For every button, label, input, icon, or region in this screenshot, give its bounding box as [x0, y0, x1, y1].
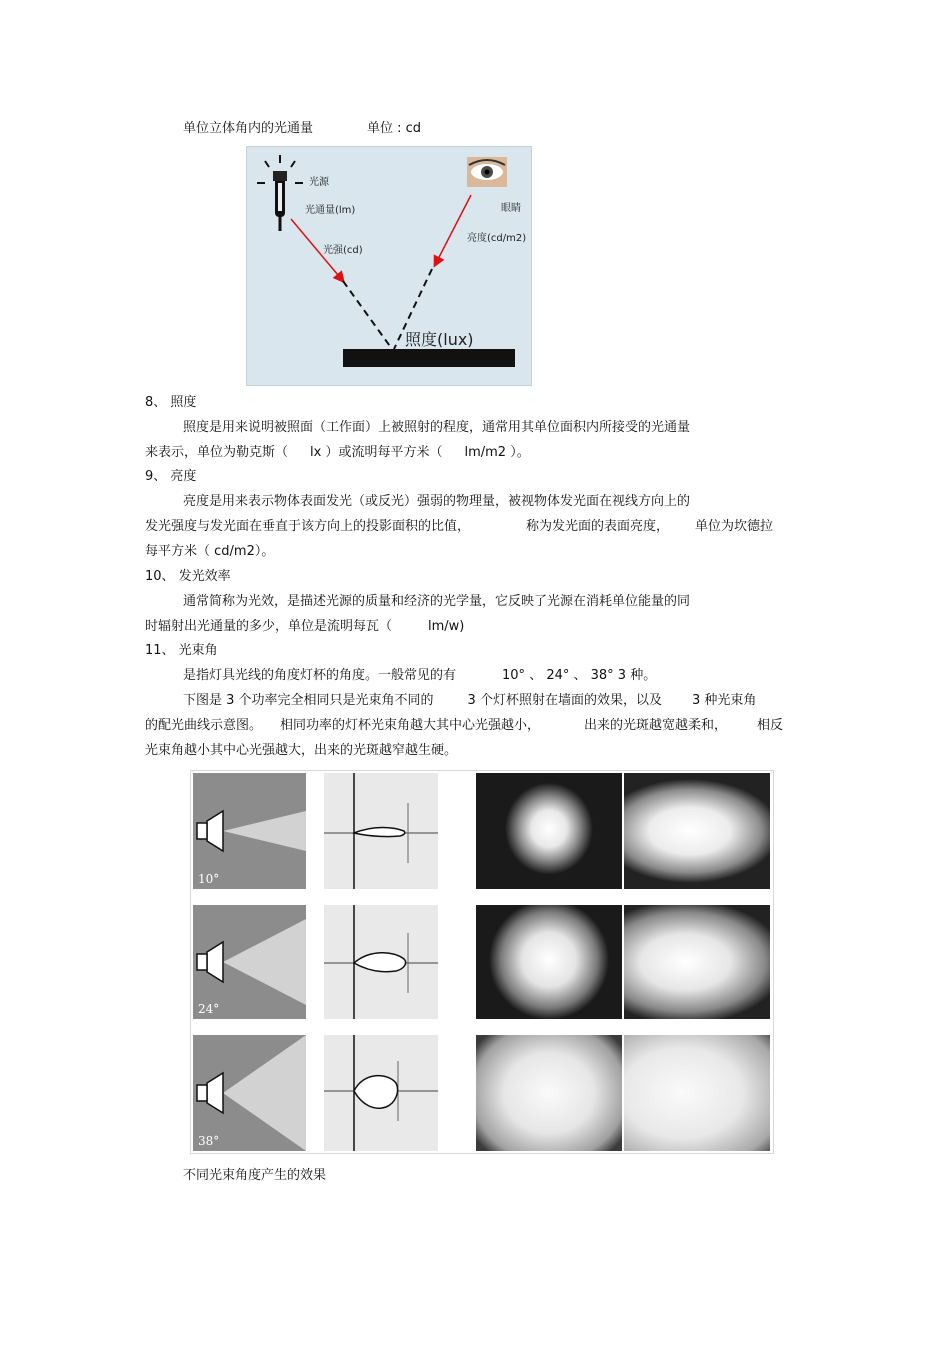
section-9-para-1: 亮度是用来表示物体表面发光（或反光）强弱的物理量，被视物体发光面在视线方向上的 [183, 494, 691, 509]
section-8-para-1: 照度是用来说明被照面（工作面）上被照射的程度，通常用其单位面积内所接受的光通量 [183, 420, 691, 435]
section-11-para-4: 光束角越小其中心光强越大，出来的光斑越窄越生硬。 [145, 743, 458, 758]
photometric-diagram [246, 146, 532, 386]
unit-description-line [183, 119, 421, 139]
text-span: 3 个灯杯照射在墙面的效果，以及 [467, 693, 662, 708]
distribution-curve-38 [324, 1035, 438, 1151]
text-span: 相反 [757, 718, 784, 733]
unit-cd: 单位 : cd [367, 121, 422, 136]
text-span: 称为发光面的表面亮度， [526, 519, 670, 534]
illuminated-surface [343, 349, 515, 367]
distribution-curve-10 [324, 773, 438, 889]
text-span: 相同功率的灯杯光束角越大其中心光强越小， [280, 718, 541, 733]
section-11-para-2 [183, 691, 756, 711]
wall-spot-10-angled [624, 773, 770, 889]
text-span: 10° 、 24° 、 38° 3 种。 [502, 668, 657, 683]
text-span: 的配光曲线示意图。 [145, 718, 263, 733]
lamp-beam-38 [193, 1035, 306, 1151]
polar-curve-icon [324, 1035, 438, 1151]
figure-caption: 不同光束角度产生的效果 [183, 1168, 327, 1183]
wall-spot-24-front [476, 905, 622, 1019]
label-luminous-intensity: 光强(cd) [323, 245, 363, 256]
distribution-curve-24 [324, 905, 438, 1019]
diagram-drawing [247, 147, 531, 385]
text-span: 下图是 3 个功率完全相同只是光束角不同的 [183, 693, 434, 708]
angle-label: 38° [198, 1134, 220, 1148]
wall-spot-10-front [476, 773, 622, 889]
section-8-para-2 [145, 443, 530, 463]
luminous-intensity-definition: 单位立体角内的光通量 [183, 121, 314, 136]
light-bulb-icon [257, 155, 303, 231]
label-luminous-flux: 光通量(lm) [305, 205, 356, 216]
angle-label: 10° [198, 872, 220, 886]
text-span: lm/w) [428, 619, 465, 634]
wall-spot-38-angled [624, 1035, 770, 1151]
section-10-heading: 10、 发光效率 [145, 569, 231, 584]
label-luminance: 亮度(cd/m2) [467, 233, 527, 244]
section-10-para-1: 通常简称为光效，是描述光源的质量和经济的光学量，它反映了光源在消耗单位能量的同 [183, 594, 691, 609]
label-illuminance: 照度(lux) [405, 330, 474, 349]
angle-label: 24° [198, 1002, 220, 1016]
section-11-para-3 [145, 716, 783, 736]
section-9-para-2 [145, 517, 773, 537]
text-span: lm/m2 ）。 [464, 445, 530, 460]
lamp-beam-10 [193, 773, 306, 889]
text-span: 是指灯具光线的角度灯杯的角度。一般常见的有 [183, 668, 457, 683]
section-9-heading: 9、 亮度 [145, 469, 197, 484]
section-11-heading: 11、 光束角 [145, 643, 218, 658]
section-8-heading: 8、 照度 [145, 395, 197, 410]
wall-spot-38-front [476, 1035, 622, 1151]
polar-curve-icon [324, 905, 438, 1019]
text-span: 单位为坎德拉 [695, 519, 774, 534]
label-light-source: 光源 [309, 177, 329, 188]
polar-curve-icon [324, 773, 438, 889]
text-span: 出来的光斑越宽越柔和， [584, 718, 728, 733]
section-9-para-3: 每平方米（ cd/m2）。 [145, 544, 275, 559]
eye-icon [467, 157, 507, 187]
lamp-beam-24 [193, 905, 306, 1019]
label-eye: 眼睛 [501, 203, 521, 214]
section-10-para-2 [145, 617, 464, 637]
text-span: 时辐射出光通量的多少，单位是流明每瓦（ [145, 619, 393, 634]
beam-angle-figure [190, 770, 774, 1154]
text-span: 发光强度与发光面在垂直于该方向上的投影面积的比值， [145, 519, 471, 534]
section-11-para-1 [183, 666, 656, 686]
text-span: lx ）或流明每平方米（ [310, 445, 443, 460]
wall-spot-24-angled [624, 905, 770, 1019]
text-span: 来表示，单位为勒克斯（ [145, 445, 289, 460]
text-span: 3 种光束角 [691, 693, 757, 708]
